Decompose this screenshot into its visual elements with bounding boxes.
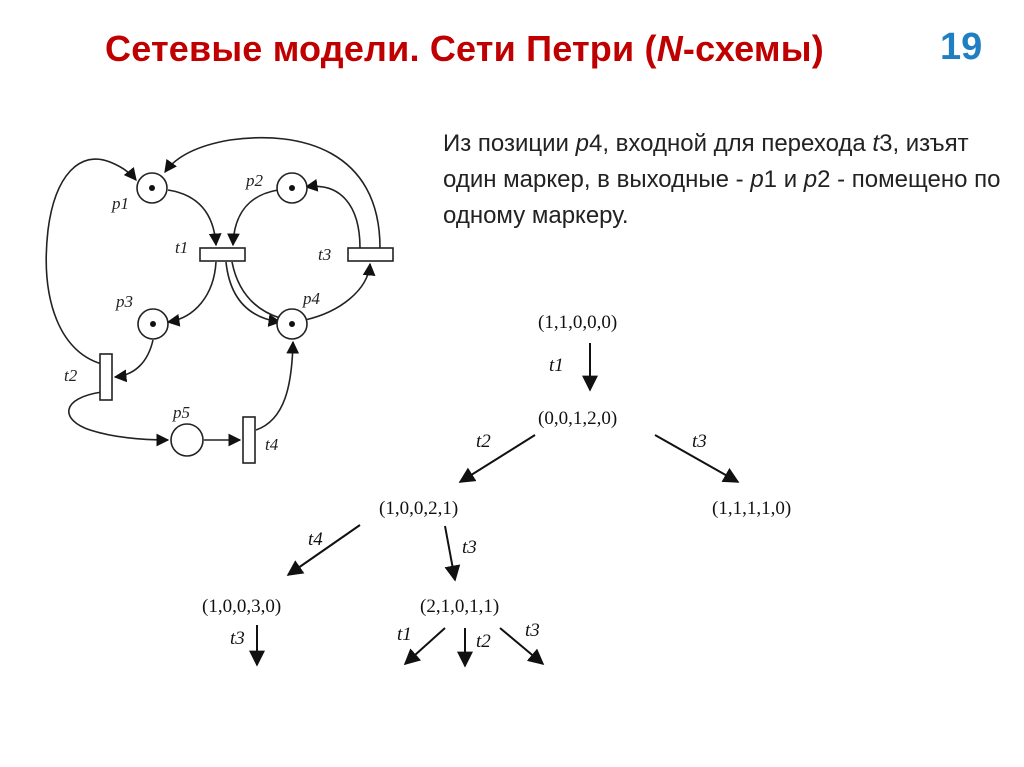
petri-places: [137, 173, 307, 456]
tree-node: (0,0,1,2,0): [538, 408, 618, 429]
label-p4: p4: [303, 289, 320, 308]
desc-var: t: [872, 130, 880, 157]
arc-t2-p1: [46, 159, 136, 365]
transition-t1: [200, 248, 245, 261]
tree-edge-label: t2: [476, 631, 491, 652]
token-p1: [149, 185, 155, 191]
arc-p3-t2: [115, 340, 153, 377]
arc-t1-p4-b: [232, 262, 280, 318]
tree-node: (1,1,1,1,0): [712, 498, 792, 519]
title-italic-n: N: [656, 28, 683, 69]
desc-part: 1 и: [763, 166, 804, 193]
title-part-2: -схемы): [682, 28, 824, 69]
tree-edge-label: t3: [462, 537, 477, 558]
title-part-1: Сетевые модели. Сети Петри (: [105, 28, 657, 69]
arc-t3-p2: [306, 186, 360, 248]
token-p4: [289, 321, 295, 327]
tree-nodes: [202, 312, 791, 617]
desc-part: 3, изъят один маркер, в выходные -: [443, 130, 969, 193]
desc-part: Из позиции: [443, 130, 576, 157]
arc-t3-p1: [165, 138, 380, 248]
arc-p1-t1: [168, 190, 216, 245]
label-t1: t1: [175, 238, 189, 257]
label-p2: p2: [246, 171, 263, 190]
tree-node: (2,1,0,1,1): [420, 596, 500, 617]
label-t3: t3: [318, 245, 332, 264]
tree-edge-label: t1: [549, 355, 564, 376]
tree-node: (1,0,0,3,0): [202, 596, 282, 617]
tree-edge-label: t4: [308, 529, 323, 550]
petri-arcs: [46, 138, 380, 440]
desc-part: 4, входной для перехода: [589, 130, 873, 157]
tree-node: (1,1,0,0,0): [538, 312, 618, 333]
desc-var: p: [803, 166, 818, 193]
tree-node: (1,0,0,2,1): [379, 498, 459, 519]
label-t4: t4: [265, 435, 279, 454]
tree-edge-t2: [460, 435, 535, 482]
tree-edge-t4: [288, 525, 360, 575]
tree-edge-label: t3: [525, 620, 540, 641]
desc-var: p: [750, 166, 764, 193]
transition-t4: [243, 417, 255, 463]
label-p1: p1: [112, 194, 129, 213]
desc-var: p: [575, 130, 589, 157]
arc-t1-p3: [168, 262, 216, 322]
tree-edge-label: t3: [692, 431, 707, 452]
tree-edges: [257, 343, 738, 666]
token-p2: [289, 185, 295, 191]
arc-t2-p5: [69, 392, 168, 440]
label-p5: p5: [173, 403, 190, 422]
petri-transitions: [100, 248, 393, 463]
transition-t3: [348, 248, 393, 261]
tree-edge-label: t1: [397, 624, 412, 645]
tree-edge-label: t3: [230, 628, 245, 649]
place-p5: [171, 424, 203, 456]
tree-edge-t3b: [445, 526, 455, 580]
desc-part: 2 - помещено по одному маркеру.: [443, 166, 1001, 229]
transition-t2: [100, 354, 112, 400]
arc-t4-p4: [256, 342, 293, 430]
tree-edge-label: t2: [476, 431, 491, 452]
slide-number: 19: [940, 26, 983, 68]
label-p3: p3: [116, 292, 133, 311]
arc-p2-t1: [233, 190, 278, 245]
label-t2: t2: [64, 366, 78, 385]
token-p3: [150, 321, 156, 327]
